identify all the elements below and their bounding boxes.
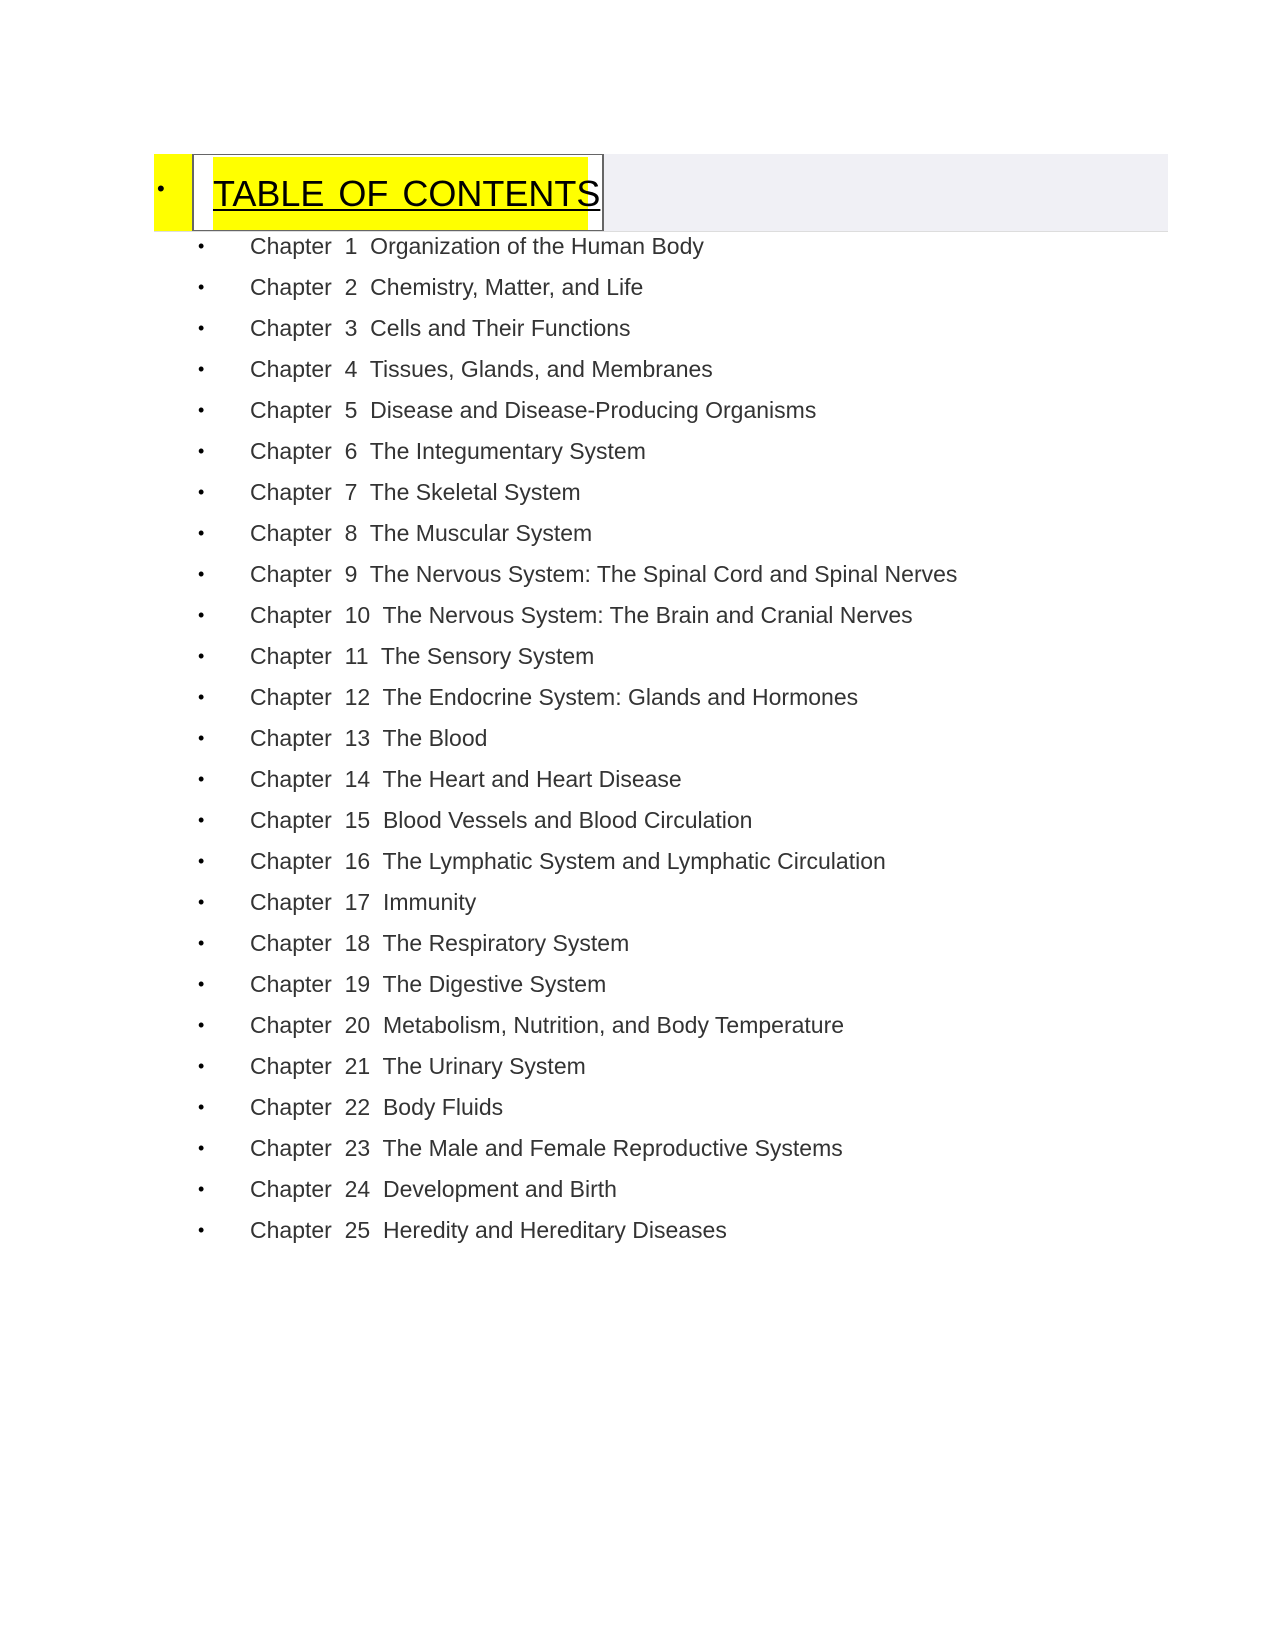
- bullet-icon: •: [198, 482, 205, 502]
- bullet-icon: •: [198, 605, 205, 625]
- chapter-label[interactable]: Chapter 3 Cells and Their Functions: [250, 315, 631, 341]
- chapter-label[interactable]: Chapter 6 The Integumentary System: [250, 438, 646, 464]
- chapter-label[interactable]: Chapter 2 Chemistry, Matter, and Life: [250, 274, 644, 300]
- bullet-icon: •: [198, 646, 205, 666]
- bullet-icon: •: [198, 1097, 205, 1117]
- toc-header: [154, 154, 1168, 232]
- bullet-icon: •: [198, 1220, 205, 1240]
- bullet-icon: •: [198, 1138, 205, 1158]
- chapter-label[interactable]: Chapter 20 Metabolism, Nutrition, and Body Temperature: [250, 1012, 845, 1038]
- chapter-label[interactable]: Chapter 23 The Male and Female Reproductive Systems: [250, 1135, 843, 1161]
- chapter-label[interactable]: Chapter 24 Development and Birth: [250, 1176, 617, 1202]
- chapter-label[interactable]: Chapter 15 Blood Vessels and Blood Circulation: [250, 807, 753, 833]
- bullet-icon: •: [198, 523, 205, 543]
- chapter-label[interactable]: Chapter 12 The Endocrine System: Glands and Hormones: [250, 684, 859, 710]
- toc-title-box: [192, 154, 604, 231]
- chapter-label[interactable]: Chapter 25 Heredity and Hereditary Diseases: [250, 1217, 727, 1243]
- bullet-icon: •: [198, 564, 205, 584]
- chapter-label[interactable]: Chapter 14 The Heart and Heart Disease: [250, 766, 682, 792]
- bullet-icon: •: [198, 974, 205, 994]
- chapter-label[interactable]: Chapter 7 The Skeletal System: [250, 479, 581, 505]
- bullet-icon: •: [198, 1015, 205, 1035]
- bullet-icon: •: [198, 892, 205, 912]
- chapter-label[interactable]: Chapter 16 The Lymphatic System and Lymphatic Circulation: [250, 848, 886, 874]
- page-title[interactable]: TABLE OF CONTENTS: [213, 157, 588, 230]
- chapter-label[interactable]: Chapter 1 Organization of the Human Body: [250, 233, 704, 259]
- header-bullet: •: [157, 176, 165, 201]
- bullet-icon: •: [198, 1056, 205, 1076]
- chapter-label[interactable]: Chapter 13 The Blood: [250, 725, 488, 751]
- chapter-label[interactable]: Chapter 18 The Respiratory System: [250, 930, 630, 956]
- bullet-icon: •: [198, 687, 205, 707]
- chapter-label[interactable]: Chapter 22 Body Fluids: [250, 1094, 504, 1120]
- bullet-icon: •: [198, 810, 205, 830]
- bullet-icon: •: [198, 359, 205, 379]
- bullet-icon: •: [198, 400, 205, 420]
- highlight-strip: [154, 154, 192, 231]
- chapter-label[interactable]: Chapter 19 The Digestive System: [250, 971, 607, 997]
- bullet-icon: •: [198, 728, 205, 748]
- chapter-label[interactable]: Chapter 5 Disease and Disease-Producing Organisms: [250, 397, 817, 423]
- bullet-icon: •: [198, 236, 205, 256]
- chapter-label[interactable]: Chapter 10 The Nervous System: The Brain and Cranial Nerves: [250, 602, 913, 628]
- bullet-icon: •: [198, 1179, 205, 1199]
- chapter-label[interactable]: Chapter 21 The Urinary System: [250, 1053, 586, 1079]
- chapter-label[interactable]: Chapter 17 Immunity: [250, 889, 477, 915]
- chapter-label[interactable]: Chapter 9 The Nervous System: The Spinal Cord and Spinal Nerves: [250, 561, 958, 587]
- bullet-icon: •: [198, 318, 205, 338]
- bullet-icon: •: [198, 277, 205, 297]
- bullet-icon: •: [198, 441, 205, 461]
- chapter-label[interactable]: Chapter 8 The Muscular System: [250, 520, 593, 546]
- chapter-label[interactable]: Chapter 4 Tissues, Glands, and Membranes: [250, 356, 713, 382]
- chapter-label[interactable]: Chapter 11 The Sensory System: [250, 643, 595, 669]
- bullet-icon: •: [198, 851, 205, 871]
- bullet-icon: •: [198, 769, 205, 789]
- bullet-icon: •: [198, 933, 205, 953]
